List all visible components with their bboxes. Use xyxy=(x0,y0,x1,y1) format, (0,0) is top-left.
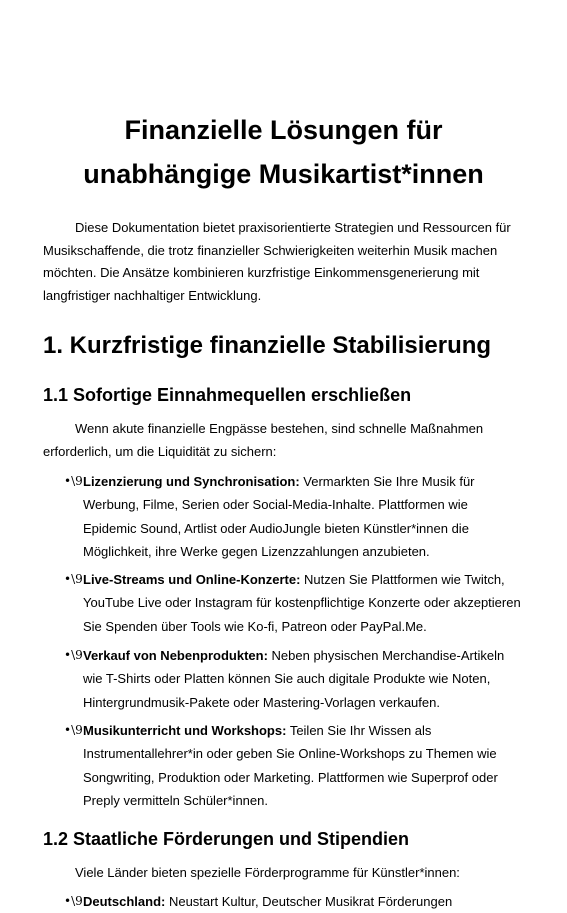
list-item-body: Teilen Sie Ihr Wissen als Instrumentallehrer*in oder geben Sie Online-Workshops zu Themen wie Songwriting, Produktion oder Marketing. Plattformen wie Superprof oder Preply vermitteln Schüler*innen. xyxy=(83,723,498,809)
document-title: Finanzielle Lösungen für unabhängige Musikartist*innen xyxy=(83,115,484,189)
bullet-marker: •\9 xyxy=(64,572,83,586)
list-item-text xyxy=(83,568,524,638)
list-item xyxy=(64,890,524,913)
intro-paragraph: Diese Dokumentation bietet praxisorientierte Strategien und Ressourcen für Musikschaffende, die trotz finanzieller Schwierigkeiten weiterhin Musik machen möchten. Die Ansätze kombinieren kurzfristige Einkommensgenerierung mit langfristiger nachhaltiger Entwicklung. xyxy=(43,220,511,303)
section-heading-1: 1. Kurzfristige finanzielle Stabilisierung xyxy=(43,332,492,359)
list-item-body: Neben physischen Merchandise-Artikeln wie T-Shirts oder Platten können Sie auch digitale Produkte wie Noten, Hintergrundmusik-Pakete oder Mastering-Vorlagen verkaufen. xyxy=(83,648,505,710)
subsection-1-1-intro: Wenn akute finanzielle Engpässe bestehen, sind schnelle Maßnahmen erforderlich, um die Liquidität zu sichern: xyxy=(43,421,484,459)
list-item-lead: Lizenzierung und Synchronisation: xyxy=(83,474,300,489)
bullet-marker: •\9 xyxy=(64,474,83,488)
list-item-lead: Deutschland: xyxy=(83,894,166,909)
list-item-body: Nutzen Sie Plattformen wie Twitch, YouTube Live oder Instagram für kostenpflichtige Konzerte oder akzeptieren Sie Spenden über Tools wie Ko-fi, Patreon oder PayPal.Me. xyxy=(83,572,521,634)
list-item-lead: Verkauf von Nebenprodukten: xyxy=(83,648,268,663)
list-item-body: Vermarkten Sie Ihre Musik für Werbung, Filme, Serien oder Social-Media-Inhalte. Plattformen wie Epidemic Sound, Artlist oder AudioJungle bieten Künstler*innen die Möglichkeit, ihre Werke gegen Lizenzzahlungen anzubieten. xyxy=(83,474,475,560)
list-item-text xyxy=(83,470,524,564)
list-item xyxy=(64,568,524,638)
list-item-lead: Musikunterricht und Workshops: xyxy=(83,723,287,738)
list-item-text xyxy=(83,644,524,714)
bullet-marker: •\9 xyxy=(64,723,83,737)
bullet-marker: •\9 xyxy=(64,648,83,662)
list-item-body: Neustart Kultur, Deutscher Musikrat Förderungen xyxy=(165,894,453,909)
list-item-text xyxy=(83,719,524,813)
bullet-marker: •\9 xyxy=(64,894,83,908)
list-item-text xyxy=(83,890,524,913)
list-item xyxy=(64,470,524,564)
subsection-1-2-intro: Viele Länder bieten spezielle Förderprogramme für Künstler*innen: xyxy=(75,865,460,880)
subsection-heading-1-1: 1.1 Sofortige Einnahmequellen erschließen xyxy=(43,385,412,405)
list-item xyxy=(64,719,524,813)
list-item xyxy=(64,644,524,714)
list-item-lead: Live-Streams und Online-Konzerte: xyxy=(83,572,301,587)
subsection-heading-1-2: 1.2 Staatliche Förderungen und Stipendien xyxy=(43,829,410,849)
